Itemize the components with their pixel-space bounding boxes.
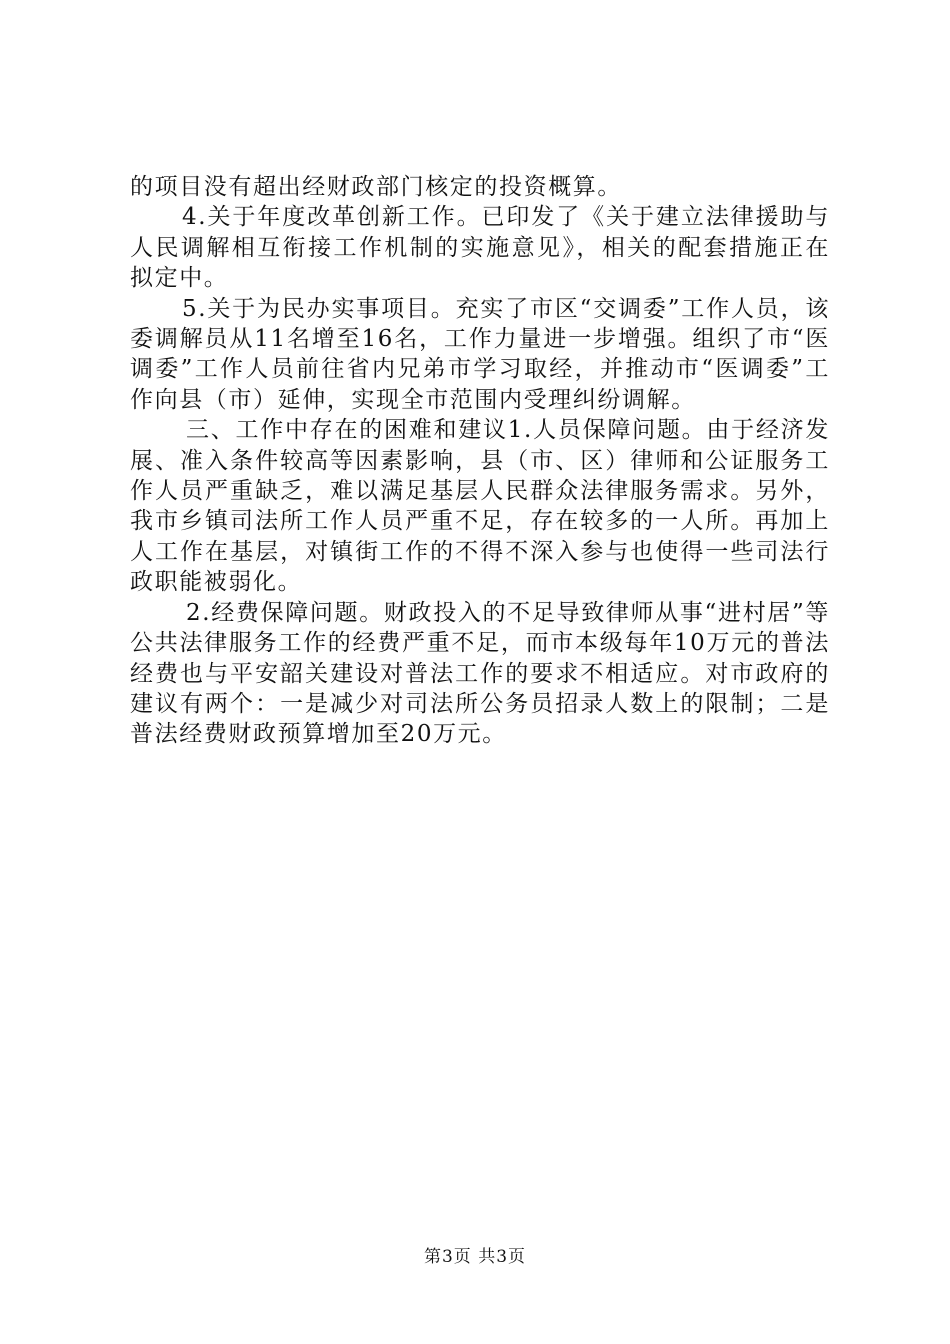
paragraph-item-4: 4.关于年度改革创新工作。已印发了《关于建立法律援助与人民调解相互衔接工作机制的实施意见》，相关的配套措施正在拟定中。 [130, 204, 830, 292]
paragraph-section-3: 三、工作中存在的困难和建议1.人员保障问题。由于经济发展、准入条件较高等因素影响，县（市、区）律师和公证服务工作人员严重缺乏，难以满足基层人民群众法律服务需求。另外，我市乡镇司法所工作人员严重不足，存在较多的一人所。再加上人工作在基层，对镇街工作的不得不深入参与也使得一些司法行政职能被弱化。 [130, 417, 830, 596]
paragraph-continuation: 的项目没有超出经财政部门核定的投资概算。 [130, 174, 622, 200]
paragraph-item-2: 2.经费保障问题。财政投入的不足导致律师从事“进村居”等公共法律服务工作的经费严重不足，而市本级每年10万元的普法经费也与平安韶关建设对普法工作的要求不相适应。对市政府的建议有两个：一是减少对司法所公务员招录人数上的限制；二是普法经费财政预算增加至20万元。 [130, 599, 830, 748]
document-body [130, 172, 830, 750]
paragraph-item-5: 5.关于为民办实事项目。充实了市区“交调委”工作人员，该委调解员从11名增至16名，工作力量进一步增强。组织了市“医调委”工作人员前往省内兄弟市学习取经，并推动市“医调委”工作向县（市）延伸，实现全市范围内受理纠纷调解。 [130, 295, 830, 413]
page-number-footer: 第3页 共3页 [423, 1247, 527, 1267]
